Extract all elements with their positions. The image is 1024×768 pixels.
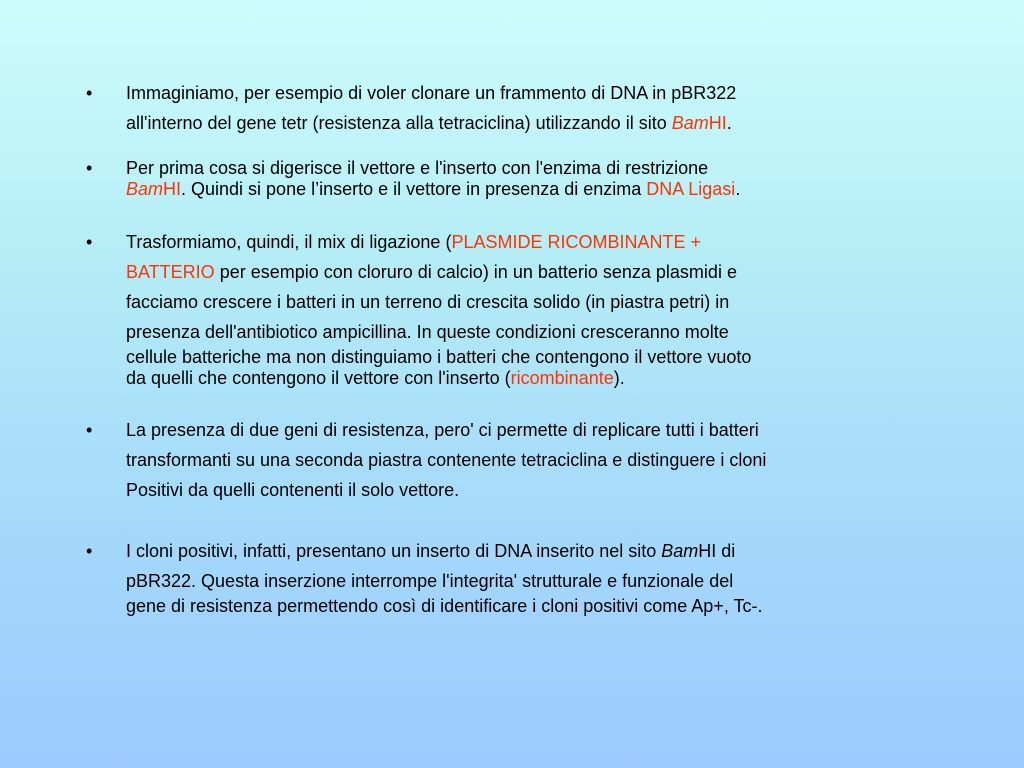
text-run: ). bbox=[613, 368, 625, 388]
text-run: HI di bbox=[698, 541, 736, 561]
text-run: pBR322. Questa inserzione interrompe l'integrita' strutturale e funzionale del bbox=[126, 571, 734, 591]
bullet-item-digestion bbox=[86, 158, 956, 200]
text-run: presenza dell'antibiotico ampicillina. In queste condizioni cresceranno molte bbox=[126, 322, 729, 342]
text-run: all'interno del gene tetr (resistenza alla tetraciclina) utilizzando il sito bbox=[126, 113, 672, 133]
text-run: . bbox=[726, 113, 732, 133]
text-run: Trasformiamo, quindi, il mix di ligazione ( bbox=[126, 232, 452, 252]
bullet-dot-icon: • bbox=[86, 83, 93, 103]
enzyme-name-hi: HI bbox=[708, 113, 727, 133]
enzyme-name-bam: Bam bbox=[661, 541, 699, 561]
bullet-item-resistance-genes bbox=[86, 415, 956, 505]
ligase-term: DNA Ligasi bbox=[646, 179, 736, 199]
bullet-item-transformation bbox=[86, 227, 956, 389]
text-run: facciamo crescere i batteri in un terreno di crescita solido (in piastra petri) in bbox=[126, 292, 730, 312]
bullet-dot-icon: • bbox=[86, 420, 93, 440]
bullet-list bbox=[86, 78, 956, 617]
text-line bbox=[126, 317, 956, 347]
text-run: gene di resistenza permettendo così di identificare i cloni positivi come Ap+, Tc-. bbox=[126, 596, 763, 616]
text-run: per esempio con cloruro di calcio) in un batterio senza plasmidi e bbox=[214, 262, 737, 282]
text-line bbox=[126, 445, 956, 475]
text-line bbox=[126, 108, 956, 138]
text-line bbox=[126, 257, 956, 287]
text-run: Positivi da quelli contenenti il solo vettore. bbox=[126, 480, 460, 500]
text-line bbox=[126, 536, 956, 566]
bullet-dot-icon: • bbox=[86, 232, 93, 252]
text-line bbox=[126, 415, 956, 445]
bullet-item-cloning-intro bbox=[86, 78, 956, 138]
text-line bbox=[126, 566, 956, 596]
text-line bbox=[126, 287, 956, 317]
text-run: Immaginiamo, per esempio di voler clonare un frammento di DNA in pBR322 bbox=[126, 83, 737, 103]
text-run: I cloni positivi, infatti, presentano un inserto di DNA inserito nel sito bbox=[126, 541, 662, 561]
bullet-item-positive-clones bbox=[86, 536, 956, 617]
text-line bbox=[126, 596, 956, 617]
text-line bbox=[126, 347, 956, 368]
text-run: . bbox=[735, 179, 741, 199]
enzyme-name-hi: HI bbox=[163, 179, 182, 199]
bullet-dot-icon: • bbox=[86, 541, 93, 561]
text-line bbox=[126, 368, 956, 389]
text-line bbox=[126, 227, 956, 257]
text-run: da quelli che contengono il vettore con l'inserto ( bbox=[126, 368, 511, 388]
text-line bbox=[126, 475, 956, 505]
bullet-dot-icon: • bbox=[86, 158, 93, 178]
highlight-run: ricombinante bbox=[510, 368, 614, 388]
text-run: . Quindi si pone l’inserto e il vettore in presenza di enzima bbox=[181, 179, 647, 199]
text-run: cellule batteriche ma non distinguiamo i batteri che contengono il vettore vuoto bbox=[126, 347, 752, 367]
text-run: La presenza di due geni di resistenza, pero' ci permette di replicare tutti i batteri bbox=[126, 420, 759, 440]
enzyme-name-bam: Bam bbox=[126, 179, 164, 199]
text-run: transformanti su una seconda piastra contenente tetraciclina e distinguere i cloni bbox=[126, 450, 767, 470]
text-run: Per prima cosa si digerisce il vettore e l'inserto con l'enzima di restrizione bbox=[126, 158, 709, 178]
text-line bbox=[126, 78, 956, 108]
text-line bbox=[126, 179, 956, 200]
enzyme-name-bam: Bam bbox=[671, 113, 709, 133]
highlight-run: BATTERIO bbox=[126, 262, 215, 282]
text-line bbox=[126, 158, 956, 179]
highlight-run: PLASMIDE RICOMBINANTE + bbox=[451, 232, 702, 252]
